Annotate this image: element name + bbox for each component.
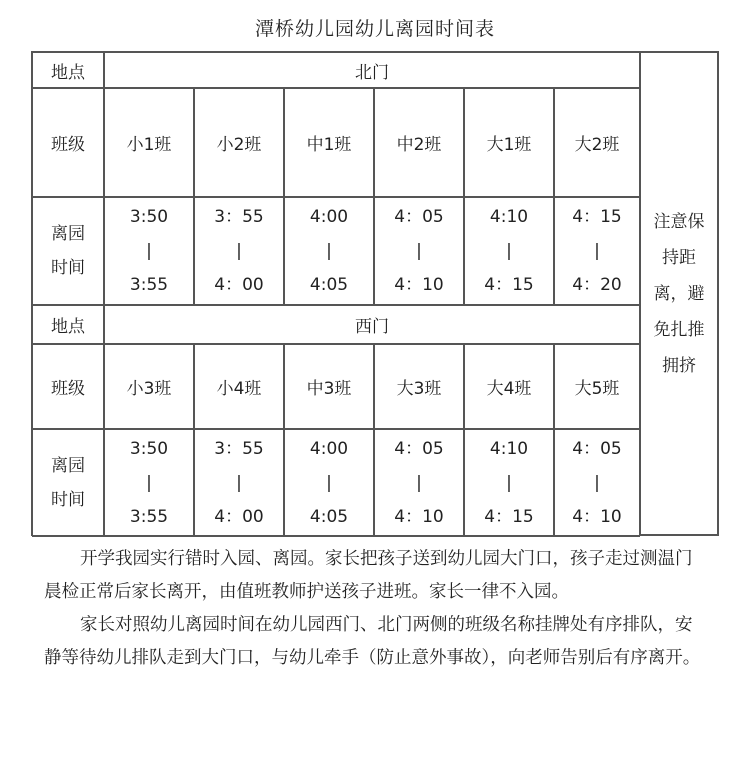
time-sep: |: [416, 473, 422, 493]
class-cell: 大4班: [464, 344, 554, 429]
time-label: [32, 429, 104, 537]
time-cell: [374, 429, 464, 537]
time-end: 4：15: [484, 275, 534, 295]
time-sep: |: [146, 241, 152, 261]
time-start: 3：55: [214, 207, 264, 227]
time-cell: [194, 429, 284, 537]
time-start: 4：05: [572, 439, 622, 459]
class-cell: 中3班: [284, 344, 374, 429]
gate-name: 西门: [104, 305, 640, 344]
schedule-table: [31, 51, 719, 536]
time-sep: |: [236, 473, 242, 493]
class-cell: 大5班: [554, 344, 640, 429]
class-label: 班级: [32, 344, 104, 429]
time-cell: [194, 197, 284, 305]
location-label: 地点: [32, 52, 104, 88]
time-end: 4：10: [394, 275, 444, 295]
time-start: 4:00: [309, 207, 349, 227]
time-cell: [554, 197, 640, 305]
time-cell: [464, 429, 554, 537]
time-label-line: 时间: [51, 490, 85, 510]
class-cell: 小4班: [194, 344, 284, 429]
paragraph-1: 开学我园实行错时入园、离园。家长把孩子送到幼儿园大门口，孩子走过测温门晨检正常后家长离开，由值班教师护送孩子进班。家长一律不入园。: [44, 549, 693, 602]
page-title: 潭桥幼儿园幼儿离园时间表: [254, 18, 495, 40]
class-cell: 大2班: [554, 88, 640, 197]
time-cell: [464, 197, 554, 305]
paragraph-2: 家长对照幼儿离园时间在幼儿园西门、北门两侧的班级名称挂牌处有序排队，安静等待幼儿排队走到大门口，与幼儿牵手（防止意外事故），向老师告别后有序离开。: [44, 615, 701, 668]
gate-name: 北门: [104, 52, 640, 88]
time-cell: [104, 197, 194, 305]
time-end: 3:55: [129, 507, 169, 527]
time-cell: [284, 429, 374, 537]
time-start: 4:10: [489, 439, 529, 459]
time-sep: |: [416, 241, 422, 261]
time-end: 3:55: [129, 275, 169, 295]
time-cell: [554, 429, 640, 537]
class-cell: 中1班: [284, 88, 374, 197]
time-cell: [374, 197, 464, 305]
time-sep: |: [326, 241, 332, 261]
time-end: 4：15: [484, 507, 534, 527]
class-label: 班级: [32, 88, 104, 197]
safety-note: 注意保持距离，避免扎推拥挤: [640, 52, 718, 535]
time-start: 3:50: [129, 207, 169, 227]
time-start: 3:50: [129, 439, 169, 459]
class-cell: 小1班: [104, 88, 194, 197]
time-start: 4：15: [572, 207, 622, 227]
time-end: 4:05: [309, 275, 349, 295]
class-cell: 小3班: [104, 344, 194, 429]
class-cell: 中2班: [374, 88, 464, 197]
time-sep: |: [594, 473, 600, 493]
time-end: 4：00: [214, 507, 264, 527]
time-sep: |: [326, 473, 332, 493]
time-sep: |: [506, 241, 512, 261]
time-start: 3：55: [214, 439, 264, 459]
time-sep: |: [236, 241, 242, 261]
time-label: [32, 197, 104, 305]
time-start: 4:00: [309, 439, 349, 459]
time-label-line: 离园: [51, 456, 85, 476]
time-label-line: 时间: [51, 258, 85, 278]
time-sep: |: [146, 473, 152, 493]
class-cell: 大3班: [374, 344, 464, 429]
time-end: 4：10: [394, 507, 444, 527]
time-sep: |: [506, 473, 512, 493]
time-cell: [104, 429, 194, 537]
class-cell: 小2班: [194, 88, 284, 197]
time-end: 4：20: [572, 275, 622, 295]
time-end: 4:05: [309, 507, 349, 527]
class-cell: 大1班: [464, 88, 554, 197]
time-start: 4:10: [489, 207, 529, 227]
time-end: 4：10: [572, 507, 622, 527]
time-label-line: 离园: [51, 224, 85, 244]
time-start: 4：05: [394, 207, 444, 227]
time-cell: [284, 197, 374, 305]
time-sep: |: [594, 241, 600, 261]
time-end: 4：00: [214, 275, 264, 295]
location-label: 地点: [32, 305, 104, 344]
time-start: 4：05: [394, 439, 444, 459]
